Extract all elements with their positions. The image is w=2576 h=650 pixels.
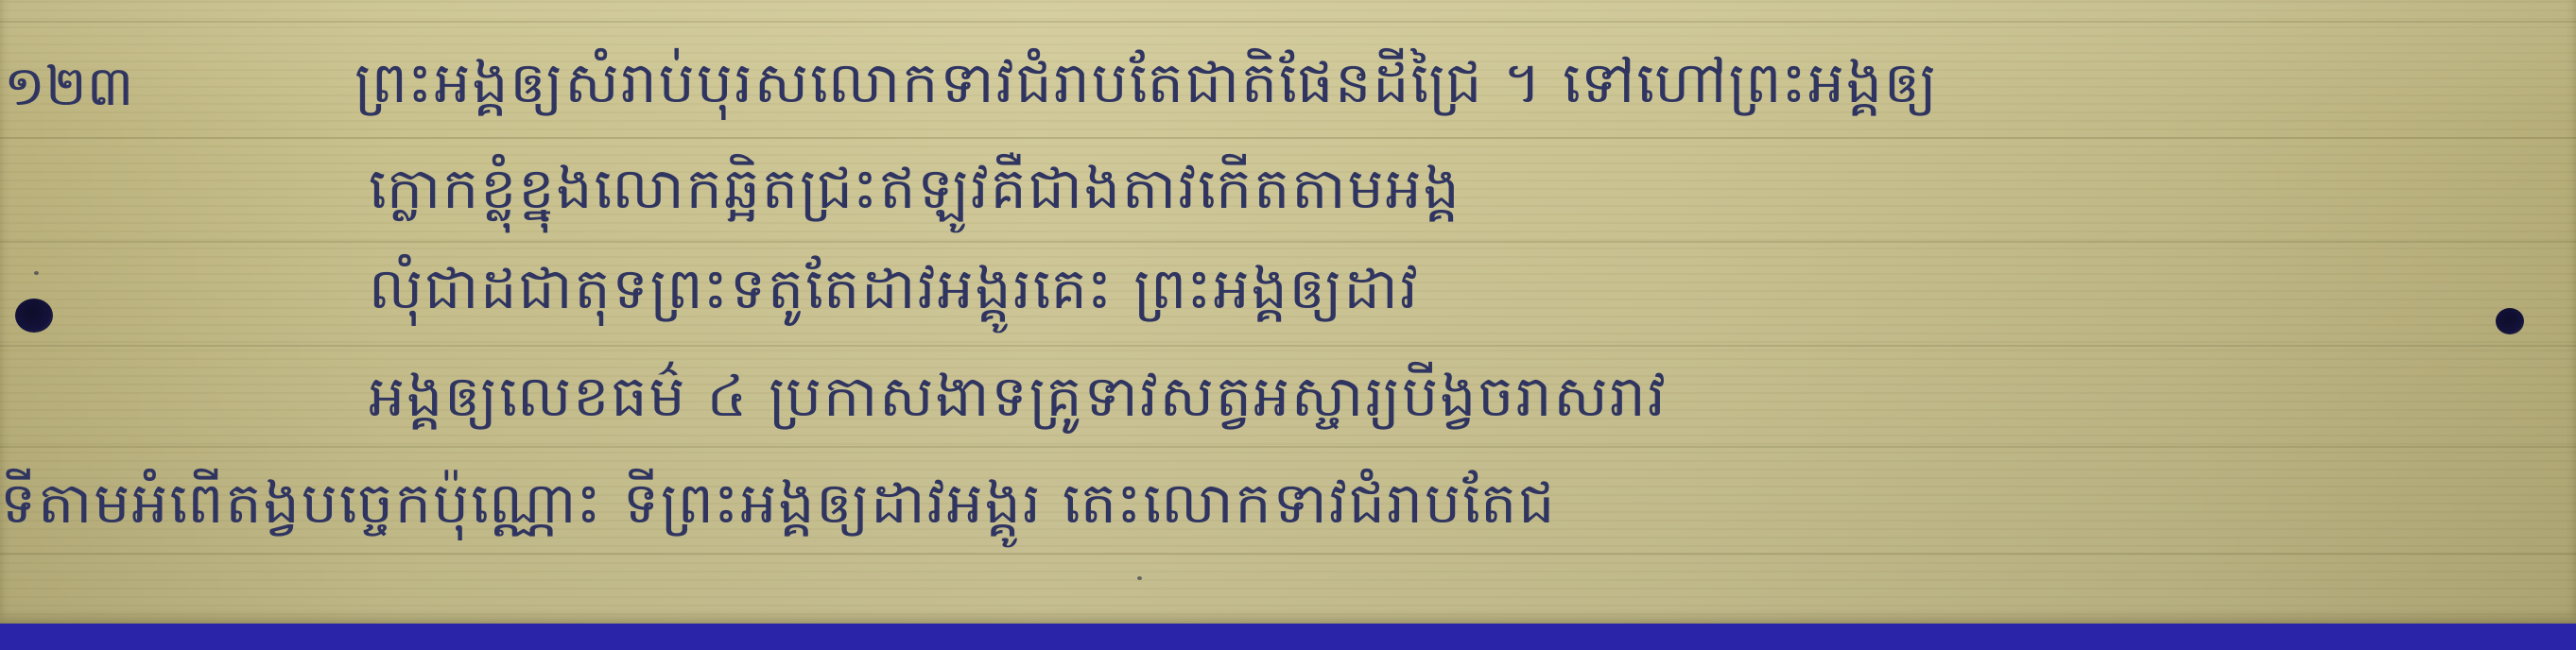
ruling-line — [0, 553, 2576, 555]
leaf-number: ១២៣ — [4, 54, 134, 118]
text-line-5: ទីតាមអំពើតង្វបច្ចេកប៉ុណ្ណោះ ទីព្រះអង្គឲ្យដាវអង្គូរ តេះលោកទាវជំរាបតែជ — [0, 470, 1557, 537]
text-line-4: អង្គឲ្យលេខធម៌ ៤ ប្រកាសងាទគ្រូទាវសត្វអស្ចារ្យបីង្វចរាសរាវ — [369, 364, 1668, 430]
ruling-line — [0, 21, 2576, 23]
ruling-line — [0, 137, 2576, 139]
text-line-3: លុំជាដជាតុទព្រះទតូតែដាវអង្គូរគេះ ព្រះអង្គឲ្យដាវ — [369, 256, 1420, 322]
ruling-line — [0, 345, 2576, 347]
ink-speck — [1137, 576, 1142, 580]
text-line-1: ព្រះអង្គឲ្យសំរាប់បុរសលោកទាវជំរាបតែជាតិផែនដីជ្រៃ ។ ទៅហៅព្រះអង្គឲ្យ — [354, 50, 1939, 116]
ink-speck — [34, 271, 39, 275]
ruling-line — [0, 446, 2576, 448]
string-hole-right — [2496, 308, 2524, 334]
ruling-line — [0, 241, 2576, 243]
cloth-background — [0, 624, 2576, 650]
text-line-2: ក្លោកខ្លុំខ្នុងលោកឆ្អិតជ្រះឥឡូវគឺជាងតាវកើតតាមអង្គ — [369, 156, 1461, 222]
string-hole-left — [15, 299, 53, 333]
